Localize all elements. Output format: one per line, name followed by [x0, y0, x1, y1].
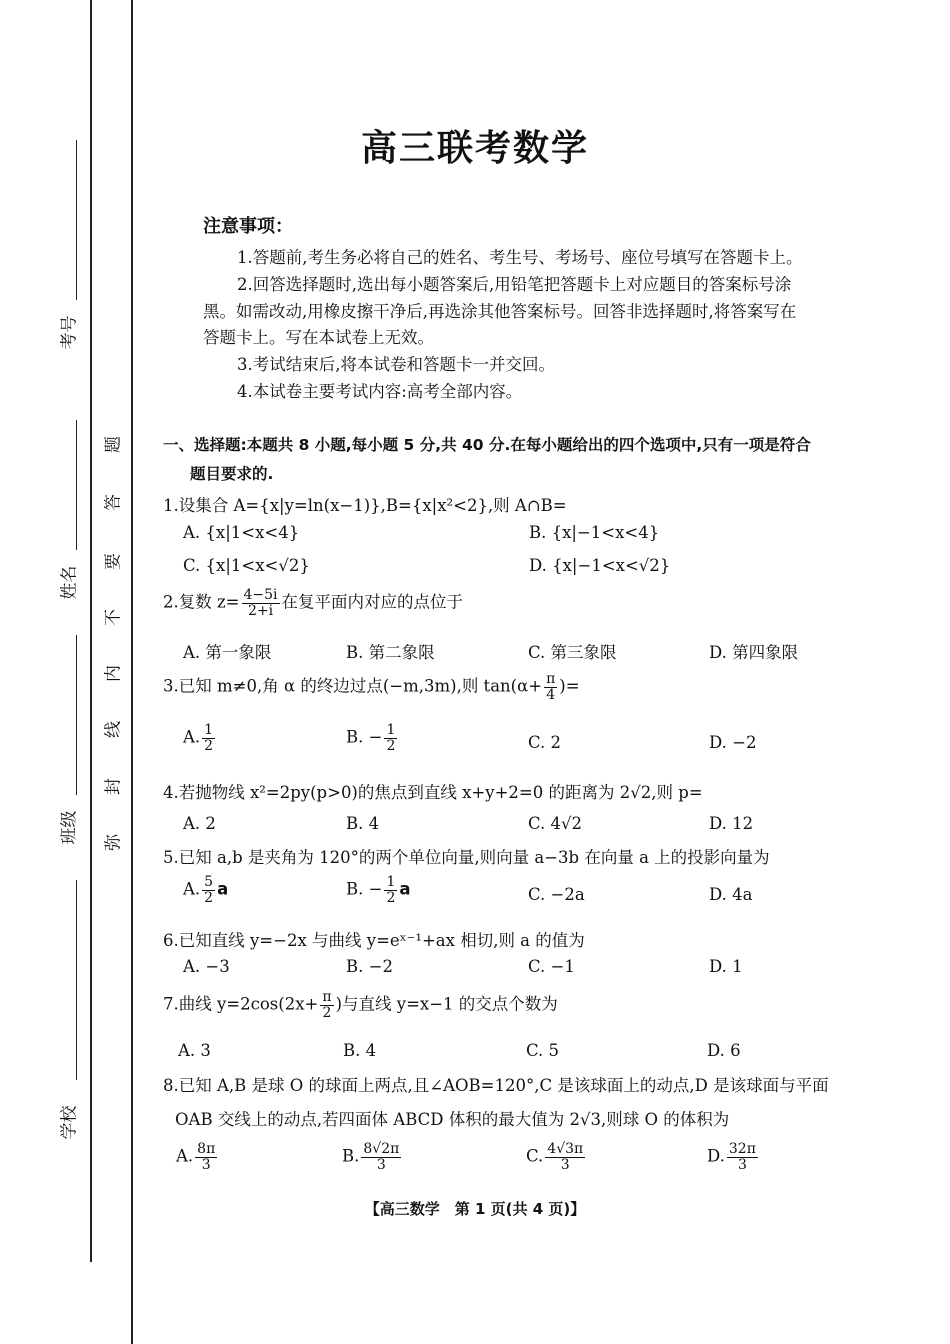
- banji-underline: [76, 635, 77, 795]
- q1-option-c: C. {x|1<x<√2}: [183, 556, 310, 575]
- page-title: 高三联考数学: [360, 128, 589, 169]
- q8-c-fraction: [545, 1142, 585, 1172]
- q3-stem: [163, 672, 580, 702]
- q5-option-b: [346, 875, 411, 905]
- q5-b-fraction: [384, 875, 397, 905]
- q8-b-num: 8√2π: [363, 1141, 400, 1157]
- notes-line-5: 3.考试结束后,将本试卷和答题卡一并交回。: [237, 355, 555, 374]
- margin-line-right: [131, 0, 133, 1344]
- q8-b-pre: B.: [342, 1146, 360, 1166]
- q8-a-num: 8π: [197, 1141, 216, 1157]
- seal-char-8: 弥: [103, 834, 124, 851]
- q8-d-den: 3: [737, 1156, 747, 1173]
- page-footer: 【高三数学 第 1 页(共 4 页)】: [364, 1200, 586, 1218]
- seal-char-3: 要: [103, 553, 124, 570]
- q2-stem-pre: 2.复数 z=: [163, 592, 240, 612]
- q5-stem: 5.已知 a,b 是夹角为 120°的两个单位向量,则向量 a−3b 在向量 a 上的投影向量为: [163, 848, 770, 867]
- q2-option-c: C. 第三象限: [528, 643, 617, 662]
- q8-d-pre: D.: [707, 1146, 725, 1166]
- q8-a-den: 3: [201, 1156, 211, 1173]
- q3-b-den: 2: [386, 737, 396, 754]
- xuexiao-label: 学校: [59, 1105, 80, 1140]
- q4-option-b: B. 4: [346, 814, 380, 833]
- q3-a-num: 1: [204, 722, 214, 738]
- q8-c-den: 3: [560, 1156, 570, 1173]
- q5-b-post: a: [399, 879, 411, 899]
- q5-a-pre: A.: [183, 879, 201, 899]
- q2-option-d: D. 第四象限: [709, 643, 799, 662]
- xuexiao-underline: [76, 880, 77, 1080]
- q8-a-fraction: [195, 1142, 217, 1172]
- q3-b-pre: B. −: [346, 727, 383, 747]
- q7-stem: [163, 990, 558, 1020]
- q3-b-fraction: [384, 723, 397, 753]
- q3-option-a: [183, 723, 217, 753]
- q2-option-b: B. 第二象限: [346, 643, 435, 662]
- section-heading-line-2: 题目要求的.: [190, 465, 274, 483]
- q7-fraction: [320, 990, 333, 1020]
- q5-a-fraction: [202, 875, 215, 905]
- q3-num: π: [546, 671, 556, 687]
- notes-line-1: 1.答题前,考生务必将自己的姓名、考生号、考场号、座位号填写在答题卡上。: [237, 248, 803, 267]
- q8-b-den: 3: [376, 1156, 386, 1173]
- q8-option-d: [707, 1142, 760, 1172]
- q2-stem-post: 在复平面内对应的点位于: [281, 592, 464, 612]
- q3-a-pre: A.: [183, 727, 201, 747]
- q7-option-a: A. 3: [178, 1041, 211, 1060]
- xingming-underline: [76, 420, 77, 550]
- q2-stem: [163, 588, 463, 618]
- q5-option-d: D. 4a: [709, 885, 753, 904]
- seal-char-1: 题: [103, 436, 124, 453]
- xingming-label: 姓名: [59, 565, 80, 600]
- q8-b-fraction: [361, 1142, 401, 1172]
- q8-c-pre: C.: [526, 1146, 544, 1166]
- q5-b-den: 2: [386, 889, 396, 906]
- q1-option-a: A. {x|1<x<4}: [183, 523, 300, 542]
- q7-open: (2x+: [278, 994, 319, 1014]
- q3-option-d: D. −2: [709, 733, 757, 752]
- q3-option-b: [346, 723, 399, 753]
- seal-char-6: 线: [103, 721, 124, 738]
- q2-option-a: A. 第一象限: [183, 643, 272, 662]
- q5-a-den: 2: [204, 889, 214, 906]
- q2-fraction: [242, 588, 280, 618]
- q7-num: π: [322, 989, 332, 1005]
- q4-option-a: A. 2: [183, 814, 216, 833]
- notes-line-4: 答题卡上。写在本试卷上无效。: [203, 328, 434, 347]
- q7-stem-post: )与直线 y=x−1 的交点个数为: [335, 994, 558, 1014]
- q3-close: )=: [559, 676, 580, 696]
- q3-fraction: [544, 672, 557, 702]
- section-heading-line-1: 一、选择题:本题共 8 小题,每小题 5 分,共 40 分.在每小题给出的四个选项中,只有一项是符合: [163, 436, 811, 454]
- margin-line-left: [90, 0, 92, 1262]
- seal-char-7: 封: [103, 778, 124, 795]
- q8-option-a: [176, 1142, 219, 1172]
- q3-a-den: 2: [204, 737, 214, 754]
- q8-d-num: 32π: [728, 1141, 756, 1157]
- q5-option-c: C. −2a: [528, 885, 585, 904]
- q3-option-c: C. 2: [528, 733, 562, 752]
- notes-line-6: 4.本试卷主要考试内容:高考全部内容。: [237, 382, 523, 401]
- q5-b-pre: B. −: [346, 879, 383, 899]
- q7-option-b: B. 4: [343, 1041, 377, 1060]
- q3-a-fraction: [202, 723, 215, 753]
- q6-option-d: D. 1: [709, 957, 743, 976]
- q5-a-num: 5: [204, 874, 214, 890]
- seal-char-4: 不: [103, 609, 124, 626]
- q4-stem: 4.若抛物线 x²=2py(p>0)的焦点到直线 x+y+2=0 的距离为 2√2,则 p=: [163, 783, 703, 802]
- q8-option-c: [526, 1142, 587, 1172]
- q4-option-d: D. 12: [709, 814, 754, 833]
- q6-option-a: A. −3: [183, 957, 230, 976]
- q3-open: (α+: [510, 676, 543, 696]
- q4-option-c: C. 4√2: [528, 814, 583, 833]
- q7-option-d: D. 6: [707, 1041, 741, 1060]
- seal-char-2: 答: [103, 494, 124, 511]
- notes-heading: 注意事项：: [203, 216, 293, 237]
- q5-a-post: a: [217, 879, 229, 899]
- notes-line-3: 黑。如需改动,用橡皮擦干净后,再选涂其他答案标号。回答非选择题时,将答案写在: [203, 302, 797, 321]
- q6-option-b: B. −2: [346, 957, 393, 976]
- q8-c-num: 4√3π: [547, 1141, 584, 1157]
- q1-stem: 1.设集合 A={x|y=ln(x−1)},B={x|x²<2},则 A∩B=: [163, 496, 567, 515]
- q8-a-pre: A.: [176, 1146, 194, 1166]
- banji-label: 班级: [59, 810, 80, 845]
- q8-d-fraction: [727, 1142, 758, 1172]
- q2-num: 4−5i: [243, 587, 278, 603]
- q1-option-d: D. {x|−1<x<√2}: [529, 556, 671, 575]
- q6-stem: 6.已知直线 y=−2x 与曲线 y=eˣ⁻¹+ax 相切,则 a 的值为: [163, 931, 585, 950]
- q7-den: 2: [322, 1004, 332, 1021]
- q2-den: 2+i: [247, 602, 274, 619]
- q5-b-num: 1: [386, 874, 396, 890]
- q3-b-num: 1: [386, 722, 396, 738]
- q3-stem-pre: 3.已知 m≠0,角 α 的终边过点(−m,3m),则 tan: [163, 676, 511, 696]
- q5-option-a: [183, 875, 228, 905]
- q6-option-c: C. −1: [528, 957, 575, 976]
- q7-option-c: C. 5: [526, 1041, 560, 1060]
- notes-line-2: 2.回答选择题时,选出每小题答案后,用铅笔把答题卡上对应题目的答案标号涂: [237, 275, 792, 294]
- q1-option-b: B. {x|−1<x<4}: [529, 523, 660, 542]
- q8-stem-line-2: OAB 交线上的动点,若四面体 ABCD 体积的最大值为 2√3,则球 O 的体积为: [175, 1110, 730, 1129]
- seal-char-5: 内: [103, 665, 124, 682]
- q7-stem-pre: 7.曲线 y=2cos: [163, 994, 279, 1014]
- kaohao-label: 考号: [59, 315, 80, 350]
- q8-option-b: [342, 1142, 403, 1172]
- q3-den: 4: [546, 686, 556, 703]
- q8-stem-line-1: 8.已知 A,B 是球 O 的球面上两点,且∠AOB=120°,C 是该球面上的动点,D 是该球面与平面: [163, 1076, 829, 1095]
